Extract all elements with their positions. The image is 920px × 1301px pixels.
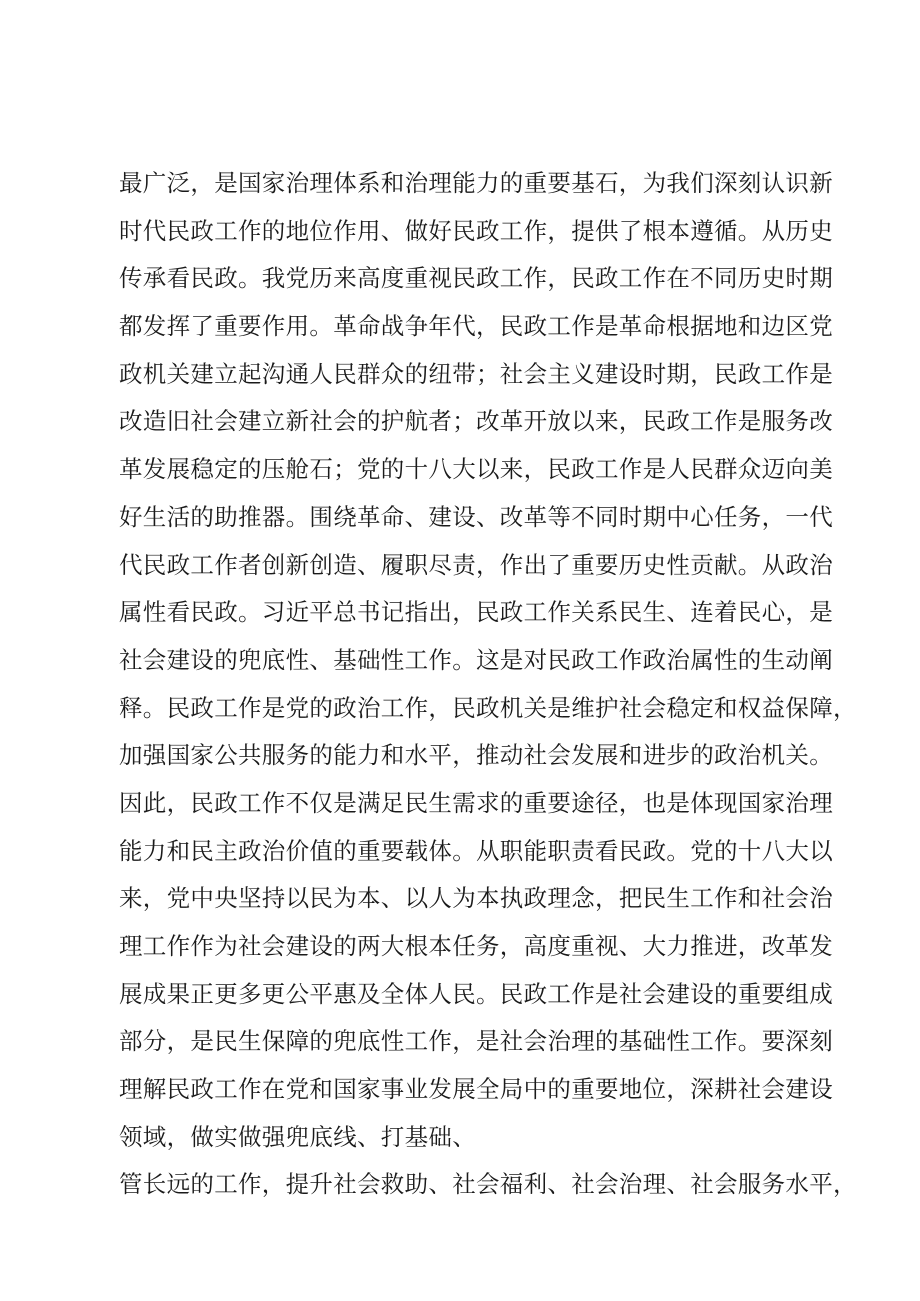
text-line: 因此，民政工作不仅是满足民生需求的重要途径，也是体现国家治理 [119, 788, 833, 817]
text-line: 都发挥了重要作用。革命战争年代，民政工作是革命根据地和边区党 [119, 312, 833, 341]
text-line: 最广泛，是国家治理体系和治理能力的重要基石，为我们深刻认识新 [119, 169, 833, 197]
text-line: 政机关建立起沟通人民群众的纽带；社会主义建设时期，民政工作是 [119, 359, 833, 388]
text-line: 好生活的助推器。围绕革命、建设、改革等不同时期中心任务，一代 [119, 502, 833, 531]
text-line: 时代民政工作的地位作用、做好民政工作，提供了根本遵循。从历史 [119, 216, 833, 245]
text-line: 展成果正更多更公平惠及全体人民。民政工作是社会建设的重要组成 [119, 979, 833, 1008]
text-line: 领域，做实做强兜底线、打基础、 [119, 1122, 476, 1151]
text-line: 理解民政工作在党和国家事业发展全局中的重要地位，深耕社会建设 [119, 1075, 833, 1104]
text-line: 来，党中央坚持以民为本、以人为本执政理念，把民生工作和社会治 [119, 884, 833, 913]
text-line: 释。民政工作是党的政治工作，民政机关是维护社会稳定和权益保障， [119, 693, 857, 722]
text-line: 革发展稳定的压舱石；党的十八大以来，民政工作是人民群众迈向美 [119, 455, 833, 484]
text-line: 加强国家公共服务的能力和水平，推动社会发展和进步的政治机关。 [119, 741, 833, 770]
text-line: 管长远的工作，提升社会救助、社会福利、社会治理、社会服务水平， [119, 1170, 857, 1199]
text-line: 代民政工作者创新创造、履职尽责，作出了重要历史性贡献。从政治 [119, 550, 833, 579]
text-line: 传承看民政。我党历来高度重视民政工作，民政工作在不同历史时期 [119, 264, 833, 293]
body-paragraph [119, 160, 857, 1209]
text-line: 理工作作为社会建设的两大根本任务，高度重视、大力推进，改革发 [119, 932, 833, 960]
text-line: 属性看民政。习近平总书记指出，民政工作关系民生、连着民心，是 [119, 598, 833, 627]
text-line: 能力和民主政治价值的重要载体。从职能职责看民政。党的十八大以 [119, 836, 833, 865]
text-line: 部分，是民生保障的兜底性工作，是社会治理的基础性工作。要深刻 [119, 1027, 833, 1056]
text-line: 社会建设的兜底性、基础性工作。这是对民政工作政治属性的生动阐 [119, 645, 833, 674]
text-line: 改造旧社会建立新社会的护航者；改革开放以来，民政工作是服务改 [119, 407, 833, 436]
